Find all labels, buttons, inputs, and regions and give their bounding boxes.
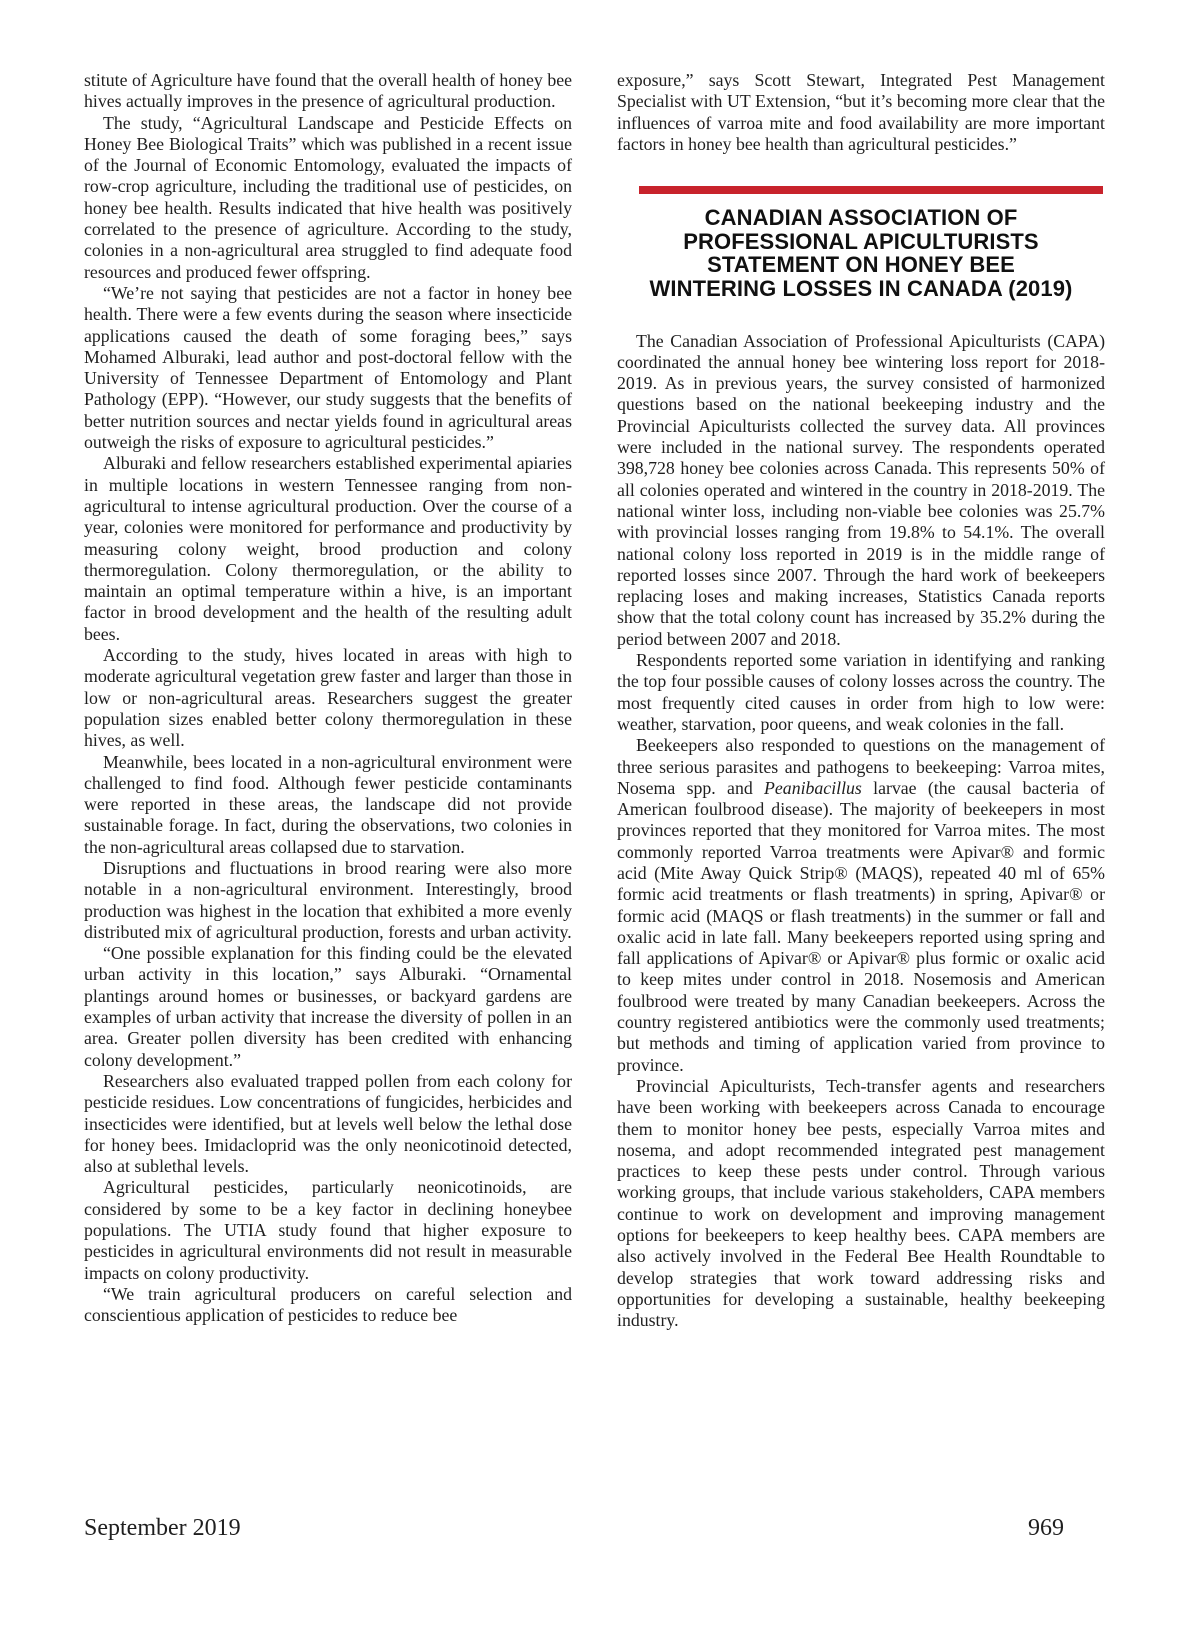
right-column xyxy=(617,70,1105,1332)
paragraph-text: larvae (the causal bacteria of American foulbrood disease). The majority of beekeepers in most provinces reported that they monitored for Varroa mites. The most commonly reported Varroa treatments were Apivar® and formic acid (Mite Away Quick Strip® (MAQS), repeated 40 ml of 65% formic acid treatments or flash treatments) in spring, Apivar® or formic acid (MAQS or flash treatments) in the summer or fall and oxalic acid in late fall. Many beekeepers reported using spring and fall applications of Apivar® or Apivar® plus formic or oxalic acid to keep mites under control in 2018. Nosemosis and American foulbrood were treated by many Canadian beekeepers. Across the country registered antibiotics were the commonly used treatments; but methods and timing of application varied from province to province. xyxy=(617,777,1105,1075)
heading-line: PROFESSIONAL APICULTURISTS xyxy=(683,228,1039,254)
heading-line: STATEMENT ON HONEY BEE xyxy=(707,252,1015,278)
heading-line: WINTERING LOSSES IN CANADA (2019) xyxy=(649,275,1073,301)
body-paragraph xyxy=(617,735,1105,1076)
continued-paragraph: exposure,” says Scott Stewart, Integrated Pest Management Specialist with UT Extension, “but it’s becoming more clear that the influences of varroa mite and food availability are more important factors in honey bee health than agricultural pesticides.” xyxy=(617,70,1105,154)
body-paragraph: “One possible explanation for this finding could be the elevated urban activity in this location,” says Alburaki. “Ornamental plantings around homes or businesses, or backyard gardens are examples of urban activity that increase the diversity of pollen in an area. Greater pollen diversity has been credited with enhancing colony development.” xyxy=(84,943,572,1070)
body-paragraph: Meanwhile, bees located in a non-agricultural environment were challenged to find food. Although fewer pesticide contaminants were reported in these areas, the landscape did not provide sustainable forage. In fact, during the observations, two colonies in the non-agricultural areas collapsed due to starvation. xyxy=(84,751,572,857)
body-paragraph: The Canadian Association of Professional Apiculturists (CAPA) coordinated the annual honey bee wintering loss report for 2018-2019. As in previous years, the survey consisted of harmonized questions based on the national beekeeping industry and the Provincial Apiculturists collected the survey data. All provinces were included in the national survey. The respondents operated 398,728 honey bee colonies across Canada. This represents 50% of all colonies operated and wintered in the country in 2018-2019. The national winter loss, including non-viable bee colonies was 25.7% with provincial losses ranging from 19.8% to 54.1%. The overall national colony loss reported in 2019 is in the middle range of reported losses since 2007. Through the hard work of beekeepers replacing loses and making increases, Statistics Canada reports show that the total colony count has increased by 35.2% during the period between 2007 and 2018. xyxy=(617,330,1105,649)
body-paragraph: Researchers also evaluated trapped pollen from each colony for pesticide residues. Low concentrations of fungicides, herbicides and insecticides were identified, but at levels well below the lethal dose for honey bees. Imidacloprid was the only neonicotinoid detected, also at sublethal levels. xyxy=(84,1070,572,1177)
footer-page-number: 969 xyxy=(1028,1515,1064,1541)
section-divider-rule xyxy=(639,186,1103,194)
body-paragraph: “We train agricultural producers on careful selection and conscientious application of pesticides to reduce bee xyxy=(84,1283,572,1326)
body-paragraph: stitute of Agriculture have found that the overall health of honey bee hives actually improves in the presence of agricultural production. xyxy=(84,70,572,112)
italic-genus-name: Peanibacillus xyxy=(764,777,862,798)
body-paragraph: Provincial Apiculturists, Tech-transfer agents and researchers have been working with beekeepers across Canada to encourage them to monitor honey bee pests, especially Varroa mites and nosema, and adopt recommended integrated pest management practices to keep these pests under control. Through various working groups, that include various stakeholders, CAPA members continue to work on development and improving management options for beekeepers to keep healthy bees. CAPA members are also actively involved in the Federal Bee Health Roundtable to develop strategies that work toward addressing risks and opportunities for developing a sustainable, healthy beekeeping industry. xyxy=(617,1075,1105,1331)
heading-line: CANADIAN ASSOCIATION OF xyxy=(704,205,1018,231)
article-heading xyxy=(617,206,1105,300)
body-paragraph: Respondents reported some variation in identifying and ranking the top four possible causes of colony losses across the country. The most frequently cited causes in order from high to low were: weather, starvation, poor queens, and weak colonies in the fall. xyxy=(617,650,1105,734)
body-paragraph: The study, “Agricultural Landscape and Pesticide Effects on Honey Bee Biological Traits” which was published in a recent issue of the Journal of Economic Entomology, evaluated the impacts of row-crop agriculture, including the traditional use of pesticides, on honey bee health. Results indicated that hive health was positively correlated to the presence of agriculture. According to the study, colonies in a non-agricultural area struggled to find adequate food resources and produced fewer offspring. xyxy=(84,112,572,282)
paragraph-text: Beekeepers also responded to questions on the management of three serious parasites and pathogens to beekeeping: Varroa mites, Nosema spp. and xyxy=(617,735,1105,798)
body-paragraph: According to the study, hives located in areas with high to moderate agricultural vegetation grew faster and larger than those in low or non-agricultural areas. Researchers suggest the greater population sizes enabled better colony thermoregulation in these hives, as well. xyxy=(84,645,572,751)
footer-issue-date: September 2019 xyxy=(84,1515,241,1541)
left-column xyxy=(84,70,572,1327)
body-paragraph: Alburaki and fellow researchers established experimental apiaries in multiple locations in western Tennessee ranging from non-agricultural to intense agricultural production. Over the course of a year, colonies were monitored for performance and productivity by measuring colony weight, brood production and colony thermoregulation. Colony thermoregulation, or the ability to maintain an optimal temperature within a hive, is an important factor in brood development and the health of the resulting adult bees. xyxy=(84,453,572,644)
body-paragraph: “We’re not saying that pesticides are not a factor in honey bee health. There were a few events during the season where insecticide applications caused the death of some foraging bees,” says Mohamed Alburaki, lead author and post-doctoral fellow with the University of Tennessee Department of Entomology and Plant Pathology (EPP). “However, our study suggests that the benefits of better nutrition sources and nectar yields found in agricultural areas outweigh the risks of exposure to agricultural pesticides.” xyxy=(84,282,572,453)
body-paragraph: Agricultural pesticides, particularly neonicotinoids, are considered by some to be a key factor in declining honeybee populations. The UTIA study found that higher exposure to pesticides in agricultural environments did not result in measurable impacts on colony productivity. xyxy=(84,1177,572,1283)
body-paragraph: Disruptions and fluctuations in brood rearing were also more notable in a non-agricultural environment. Interestingly, brood production was highest in the location that exhibited a more evenly distributed mix of agricultural production, forests and urban activity. xyxy=(84,857,572,942)
